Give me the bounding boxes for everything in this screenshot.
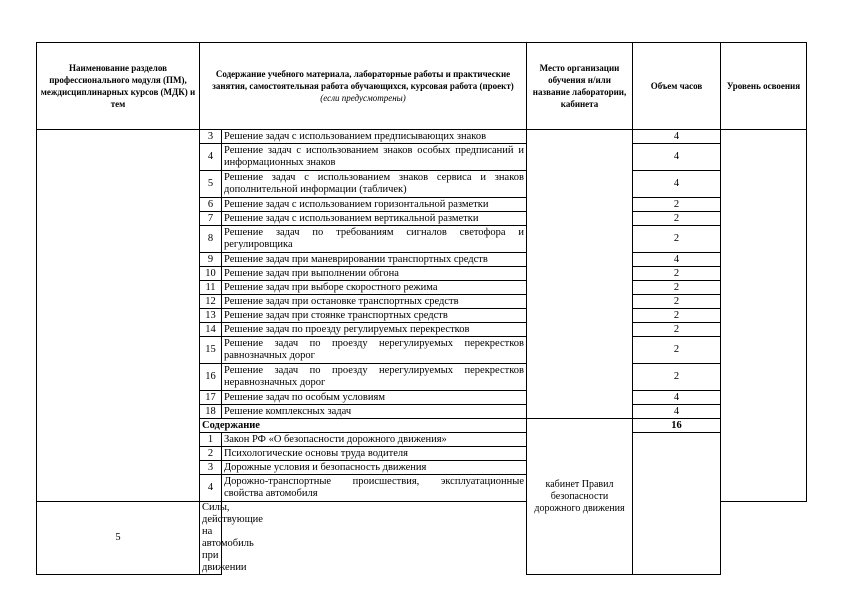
row-text: Решение задач при стоянке транспортных средств bbox=[222, 309, 527, 323]
row-number: 6 bbox=[200, 198, 222, 212]
header-sections: Наименование разделов профессионального модуля (ПМ), междисциплинарных курсов (МДК) и тем bbox=[37, 43, 200, 130]
row-text: Силы, действующие на автомобиль при движении bbox=[200, 502, 222, 575]
row-text: Решение задач по особым условиям bbox=[222, 391, 527, 405]
row-text: Закон РФ «О безопасности дорожного движения» bbox=[222, 433, 527, 447]
row-text: Решение задач с использованием предписывающих знаков bbox=[222, 130, 527, 144]
row-number: 14 bbox=[200, 323, 222, 337]
row-hours: 2 bbox=[633, 323, 721, 337]
row-number: 12 bbox=[200, 295, 222, 309]
row-number: 3 bbox=[200, 461, 222, 475]
row-hours: 4 bbox=[633, 130, 721, 144]
hours-cell-empty bbox=[633, 433, 721, 575]
row-hours: 2 bbox=[633, 212, 721, 226]
row-number: 4 bbox=[200, 475, 222, 502]
row-text: Решение задач по проезду нерегулируемых перекрестков неравнозначных дорог bbox=[222, 364, 527, 391]
row-number: 17 bbox=[200, 391, 222, 405]
row-text: Решение задач с использованием горизонтальной разметки bbox=[222, 198, 527, 212]
row-number: 13 bbox=[200, 309, 222, 323]
table-header-row bbox=[37, 43, 807, 130]
row-hours: 2 bbox=[633, 267, 721, 281]
row-hours: 4 bbox=[633, 144, 721, 171]
row-hours: 2 bbox=[633, 295, 721, 309]
row-number: 4 bbox=[200, 144, 222, 171]
row-text: Решение задач при остановке транспортных средств bbox=[222, 295, 527, 309]
row-number: 8 bbox=[200, 226, 222, 253]
row-text: Решение задач с использованием вертикальной разметки bbox=[222, 212, 527, 226]
header-hours: Объем часов bbox=[633, 43, 721, 130]
row-text: Решение задач по требованиям сигналов светофора и регулировщика bbox=[222, 226, 527, 253]
row-number: 16 bbox=[200, 364, 222, 391]
row-number: 5 bbox=[200, 171, 222, 198]
row-number: 2 bbox=[200, 447, 222, 461]
curriculum-table bbox=[36, 42, 807, 575]
row-number: 1 bbox=[200, 433, 222, 447]
row-number: 3 bbox=[200, 130, 222, 144]
header-content-main: Содержание учебного материала, лабораторные работы и практические занятия, самостоятельная работа обучающихся, курсовая работа (проект) bbox=[212, 69, 514, 91]
row-hours: 4 bbox=[633, 405, 721, 419]
section-name-cell bbox=[37, 130, 200, 502]
row-number: 15 bbox=[200, 337, 222, 364]
row-number: 9 bbox=[200, 253, 222, 267]
row-text: Решение задач при выборе скоростного режима bbox=[222, 281, 527, 295]
row-text: Решение комплексных задач bbox=[222, 405, 527, 419]
row-number: 10 bbox=[200, 267, 222, 281]
row-text: Решение задач при маневрировании транспортных средств bbox=[222, 253, 527, 267]
row-text: Решение задач с использованием знаков сервиса и знаков дополнительной информации (табличек) bbox=[222, 171, 527, 198]
row-hours: 4 bbox=[633, 253, 721, 267]
header-place: Место организации обучения н/или название лаборатории, кабинета bbox=[527, 43, 633, 130]
row-number: 11 bbox=[200, 281, 222, 295]
content-section-hours: 16 bbox=[633, 419, 721, 433]
table-row bbox=[37, 130, 807, 144]
row-number: 5 bbox=[37, 502, 200, 575]
row-hours: 2 bbox=[633, 337, 721, 364]
row-hours: 2 bbox=[633, 281, 721, 295]
row-text: Дорожные условия и безопасность движения bbox=[222, 461, 527, 475]
place-cell-empty bbox=[527, 130, 633, 419]
header-level: Уровень освоения bbox=[721, 43, 807, 130]
row-text: Решение задач при выполнении обгона bbox=[222, 267, 527, 281]
row-hours: 4 bbox=[633, 391, 721, 405]
row-hours: 2 bbox=[633, 198, 721, 212]
row-hours: 2 bbox=[633, 226, 721, 253]
row-text: Решение задач по проезду нерегулируемых перекрестков равнозначных дорог bbox=[222, 337, 527, 364]
header-content bbox=[200, 43, 527, 130]
level-cell bbox=[721, 130, 807, 502]
row-number: 18 bbox=[200, 405, 222, 419]
row-number: 7 bbox=[200, 212, 222, 226]
place-cell: кабинет Правил безопасности дорожного движения bbox=[527, 419, 633, 575]
row-text: Решение задач с использованием знаков особых предписаний и информационных знаков bbox=[222, 144, 527, 171]
content-section-label: Содержание bbox=[200, 419, 527, 433]
header-content-note: (если предусмотрены) bbox=[320, 93, 406, 103]
row-hours: 2 bbox=[633, 364, 721, 391]
row-hours: 4 bbox=[633, 171, 721, 198]
row-hours: 2 bbox=[633, 309, 721, 323]
row-text: Решение задач по проезду регулируемых перекрестков bbox=[222, 323, 527, 337]
row-text: Психологические основы труда водителя bbox=[222, 447, 527, 461]
row-text: Дорожно-транспортные происшествия, эксплуатационные свойства автомобиля bbox=[222, 475, 527, 502]
